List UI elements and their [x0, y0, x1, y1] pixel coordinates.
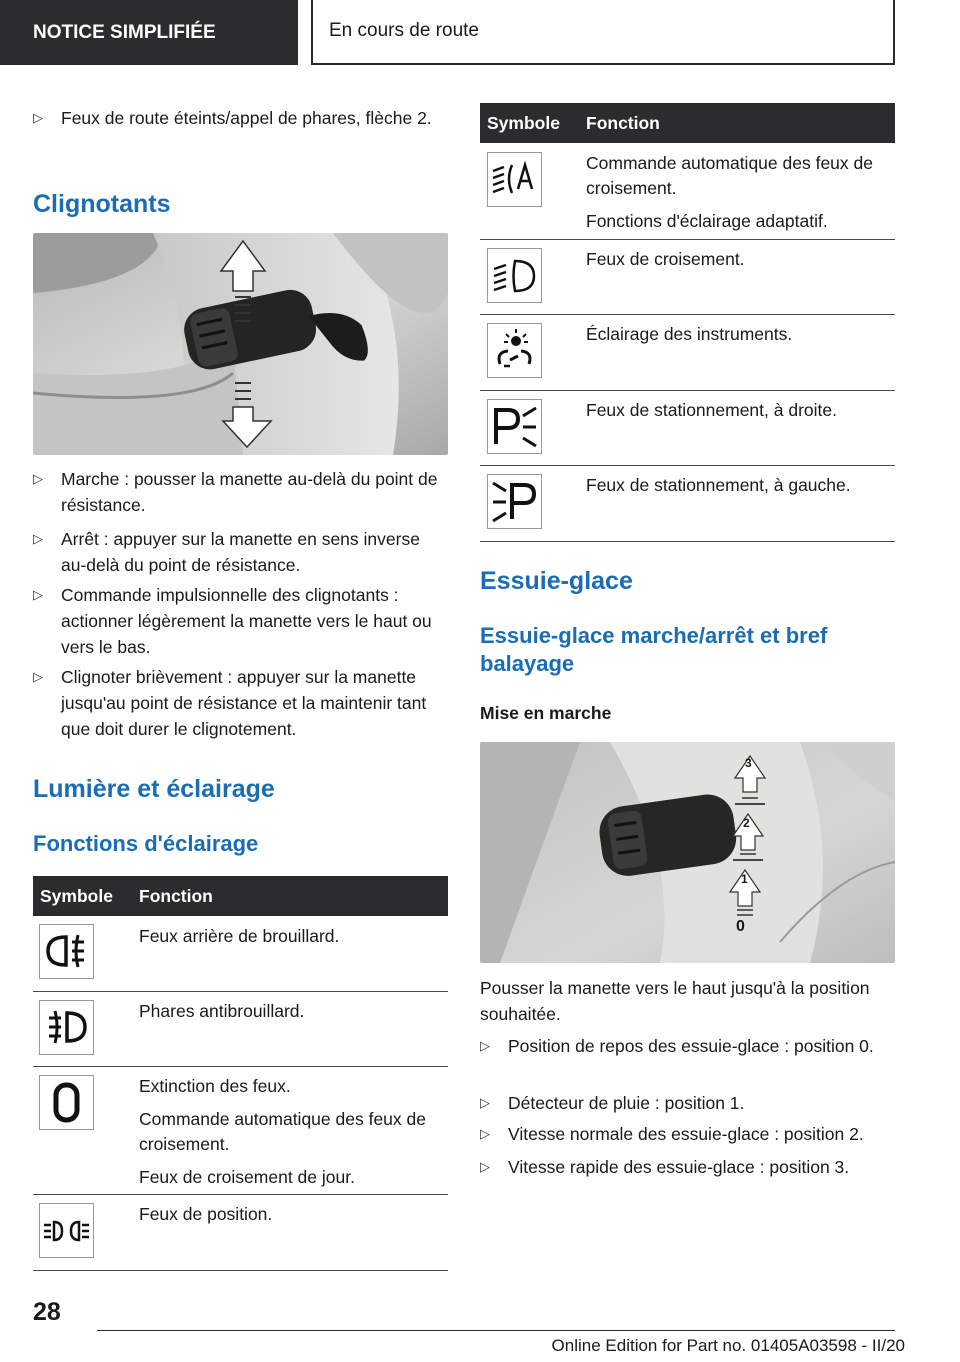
triangle-bullet-icon: ▷	[480, 1095, 490, 1110]
list-item: ▷ Arrêt : appuyer sur la manette en sens inverse au-delà du point de résistance.	[33, 526, 448, 578]
paragraph: Pousser la manette vers le haut jusqu'à la position souhaitée.	[480, 978, 870, 1024]
row-description: Commande automatique des feux de croisement. Fonctions d'éclairage adaptatif.	[586, 153, 873, 231]
wiper-lever-photo	[480, 742, 895, 963]
instrument-lighting-icon	[487, 323, 542, 378]
table-row	[480, 314, 895, 391]
rear-fog-light-icon	[39, 924, 94, 979]
triangle-bullet-icon: ▷	[33, 471, 43, 486]
table-header	[33, 876, 448, 916]
footer-divider	[97, 1330, 895, 1331]
section-heading-essuie-glace: Essuie-glace	[480, 567, 633, 595]
row-description: Feux de position.	[139, 1204, 273, 1224]
row-description: Feux de stationnement, à gauche.	[586, 475, 851, 495]
table-row	[33, 916, 448, 992]
triangle-bullet-icon: ▷	[480, 1159, 490, 1174]
triangle-bullet-icon: ▷	[480, 1126, 490, 1141]
figure-label-2: 2	[743, 816, 750, 830]
subsection-heading-marche-arret: Essuie-glace marche/arrêt et bref balayage	[480, 623, 828, 676]
column-header-symbol: Symbole	[487, 113, 560, 133]
table-row	[480, 143, 895, 240]
list-item: ▷ Commande impulsionnelle des clignotants : actionner légèrement la manette vers le haut ou vers le bas.	[33, 582, 448, 660]
triangle-bullet-icon: ▷	[33, 587, 43, 602]
section-heading-lumiere: Lumière et éclairage	[33, 775, 275, 803]
subheading-mise-en-marche: Mise en marche	[480, 703, 612, 723]
section-tab	[0, 0, 298, 65]
table-row	[33, 991, 448, 1067]
page-number: 28	[33, 1298, 61, 1326]
list-item: ▷ Position de repos des essuie-glace : position 0.	[480, 1033, 895, 1059]
list-item: ▷ Feux de route éteints/appel de phares, flèche 2.	[33, 105, 448, 131]
row-description: Feux arrière de brouillard.	[139, 926, 340, 946]
table-row	[480, 465, 895, 542]
row-description: Feux de croisement.	[586, 249, 745, 269]
turn-signal-photo	[33, 233, 448, 455]
section-heading-clignotants: Clignotants	[33, 190, 171, 218]
column-header-function: Fonction	[586, 113, 660, 133]
triangle-bullet-icon: ▷	[480, 1038, 490, 1053]
zero-icon	[39, 1075, 94, 1130]
column-header-symbol: Symbole	[40, 886, 113, 906]
row-description: Extinction des feux. Commande automatique des feux de croisement. Feux de croisement de jour.	[139, 1076, 426, 1187]
chapter-tab	[311, 0, 895, 65]
figure-label-0: 0	[736, 918, 745, 935]
figure-label-1: 1	[741, 872, 748, 886]
parking-lights-icon	[39, 1203, 94, 1258]
triangle-bullet-icon: ▷	[33, 110, 43, 125]
parking-left-icon	[487, 474, 542, 529]
edition-text: Online Edition for Part no. 01405A03598 - II/20	[551, 1336, 905, 1355]
list-item: ▷ Marche : pousser la manette au-delà du point de résistance.	[33, 466, 448, 518]
list-item: ▷ Vitesse rapide des essuie-glace : position 3.	[480, 1154, 895, 1180]
front-fog-light-icon	[39, 1000, 94, 1055]
column-header-function: Fonction	[139, 886, 213, 906]
row-description: Éclairage des instruments.	[586, 324, 793, 344]
table-row	[480, 239, 895, 315]
list-item: ▷ Vitesse normale des essuie-glace : position 2.	[480, 1121, 900, 1147]
table-header	[480, 103, 895, 143]
table-row	[480, 390, 895, 466]
low-beam-icon	[487, 248, 542, 303]
row-description: Phares antibrouillard.	[139, 1001, 305, 1021]
section-title: NOTICE SIMPLIFIÉE	[33, 22, 216, 43]
chapter-title: En cours de route	[329, 20, 479, 41]
table-row	[33, 1194, 448, 1271]
triangle-bullet-icon: ▷	[33, 669, 43, 684]
figure-label-3: 3	[745, 756, 752, 770]
parking-right-icon	[487, 399, 542, 454]
list-item: ▷ Clignoter brièvement : appuyer sur la manette jusqu'au point de résistance et la maintenir tant que doit durer le clignotement.	[33, 664, 451, 742]
subsection-heading-fonctions: Fonctions d'éclairage	[33, 831, 259, 856]
auto-headlight-icon	[487, 152, 542, 207]
row-description: Feux de stationnement, à droite.	[586, 400, 837, 420]
triangle-bullet-icon: ▷	[33, 531, 43, 546]
table-row	[33, 1066, 448, 1195]
list-item: ▷ Détecteur de pluie : position 1.	[480, 1090, 895, 1116]
